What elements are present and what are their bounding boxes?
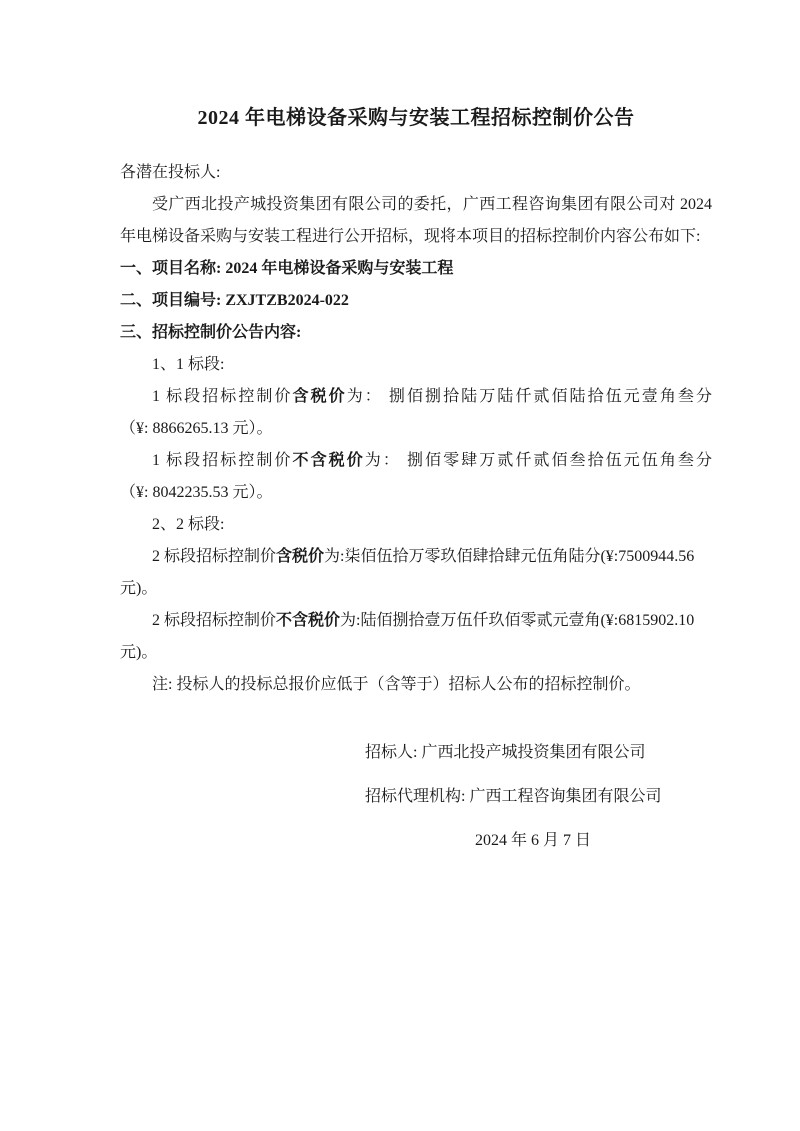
text-segment: 二、项目编号: ZXJTZB2024-022	[120, 292, 349, 309]
item-announcement-content-heading	[120, 317, 712, 349]
lot2-price-without-tax-line	[120, 605, 712, 637]
lot2-price-with-tax-line	[120, 541, 712, 573]
text-segment: 1 标段招标控制价	[152, 388, 293, 405]
text-segment: 含税价	[276, 548, 325, 565]
salutation-line	[120, 157, 712, 189]
signature-agency-line	[365, 781, 712, 813]
lot1-price-with-tax-amount	[120, 413, 712, 445]
item-project-number	[120, 285, 712, 317]
lot2-price-with-tax-continuation	[120, 573, 712, 605]
lot1-price-without-tax-line	[120, 445, 712, 477]
section-lot2-heading	[120, 509, 712, 541]
text-segment: 2、2 标段:	[152, 516, 225, 533]
text-segment: 受广西北投产城投资集团有限公司的委托，广西工程咨询集团有限公司对 2024	[152, 196, 712, 213]
text-segment: 为:柒佰伍拾万零玖佰肆拾肆元伍角陆分(¥:7500944.56	[324, 548, 695, 565]
signature-tenderer-line	[365, 737, 712, 769]
text-segment: 元)。	[120, 580, 158, 597]
lot1-price-with-tax-line	[120, 381, 712, 413]
text-segment: 为： 捌佰捌拾陆万陆仟贰佰陆拾伍元壹角叁分	[346, 388, 712, 405]
text-segment: 2024 年电梯设备采购与安装工程招标控制价公告	[197, 107, 635, 129]
text-segment: 各潜在投标人:	[120, 164, 221, 181]
text-segment: 1 标段招标控制价	[152, 452, 293, 469]
text-segment: 2 标段招标控制价	[152, 548, 277, 565]
text-segment: 注: 投标人的投标总报价应低于（含等于）招标人公布的招标控制价。	[152, 676, 641, 693]
text-segment: 招标人: 广西北投产城投资集团有限公司	[365, 744, 646, 761]
text-segment: 为:陆佰捌拾壹万伍仟玖佰零贰元壹角(¥:6815902.10	[340, 612, 695, 629]
signature-date-line	[475, 825, 712, 857]
text-segment: 招标代理机构: 广西工程咨询集团有限公司	[365, 788, 662, 805]
text-segment: 2 标段招标控制价	[152, 612, 277, 629]
text-segment: （¥: 8866265.13 元）。	[120, 420, 273, 437]
text-segment: 含税价	[292, 388, 347, 405]
text-segment: 2024 年 6 月 7 日	[475, 832, 592, 849]
intro-paragraph-line-1	[120, 189, 712, 221]
lot2-price-without-tax-continuation	[120, 637, 712, 669]
note-line	[120, 669, 712, 701]
text-segment: 三、招标控制价公告内容:	[120, 324, 302, 341]
item-project-name	[120, 253, 712, 285]
text-segment: （¥: 8042235.53 元）。	[120, 484, 273, 501]
text-segment: 为： 捌佰零肆万贰仟贰佰叁拾伍元伍角叁分	[364, 452, 712, 469]
text-segment: 不含税价	[276, 612, 341, 629]
text-segment: 不含税价	[292, 452, 365, 469]
document-title	[120, 102, 712, 134]
text-segment: 1、1 标段:	[152, 356, 225, 373]
text-segment: 年电梯设备采购与安装工程进行公开招标，现将本项目的招标控制价内容公布如下:	[120, 228, 701, 245]
document-content	[0, 102, 800, 857]
lot1-price-without-tax-amount	[120, 477, 712, 509]
text-segment: 一、项目名称: 2024 年电梯设备采购与安装工程	[120, 260, 454, 277]
section-lot1-heading	[120, 349, 712, 381]
intro-paragraph-line-2	[120, 221, 712, 253]
text-segment: 元)。	[120, 644, 158, 661]
